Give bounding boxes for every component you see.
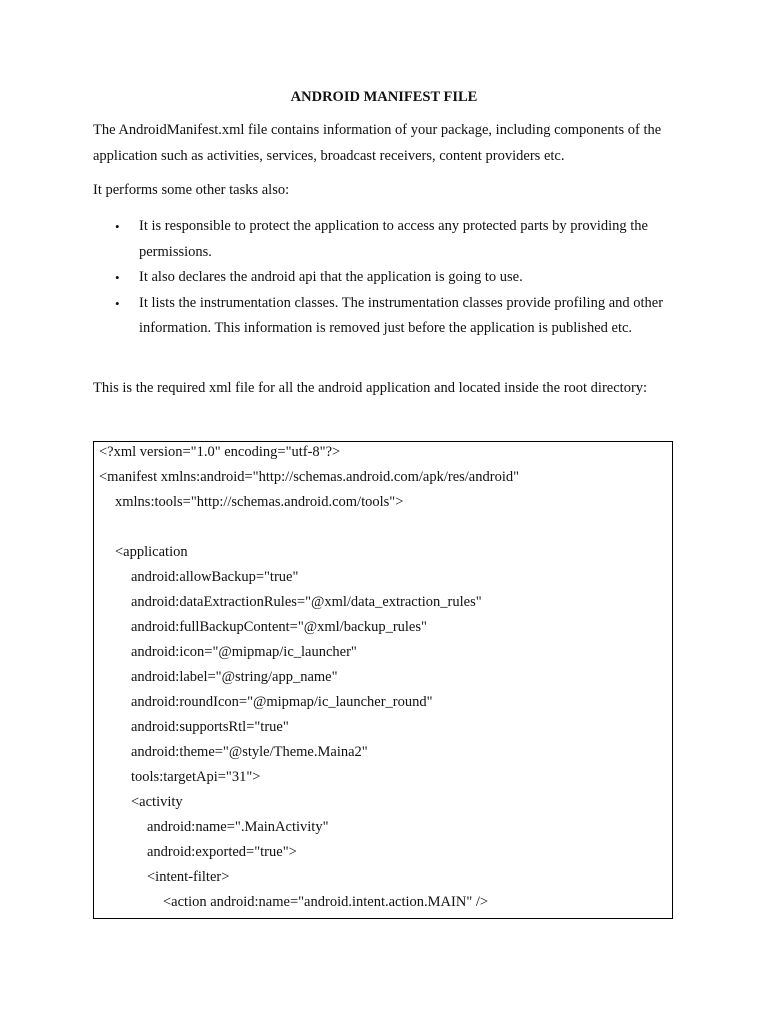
code-line: <manifest xmlns:android="http://schemas.android.com/apk/res/android" [99, 469, 520, 485]
list-item [93, 291, 678, 342]
code-line: <?xml version="1.0" encoding="utf-8"?> [99, 444, 341, 460]
code-line: <action android:name="android.intent.action.MAIN" /> [163, 894, 489, 910]
list-item-text: It is responsible to protect the application to access any protected parts by providing the permissions. [139, 218, 648, 260]
code-line: android:theme="@style/Theme.Maina2" [131, 744, 368, 760]
list-item-text: It also declares the android api that the application is going to use. [139, 269, 523, 285]
code-line: <activity [131, 794, 183, 810]
tasks-heading: It performs some other tasks also: [93, 182, 290, 198]
code-line: android:dataExtractionRules="@xml/data_extraction_rules" [131, 594, 482, 610]
code-line: xmlns:tools="http://schemas.android.com/tools"> [115, 494, 404, 510]
code-block [93, 441, 673, 919]
tasks-list [93, 214, 678, 342]
code-line: <intent-filter> [147, 869, 230, 885]
document-title: ANDROID MANIFEST FILE [290, 89, 478, 105]
code-line: android:fullBackupContent="@xml/backup_rules" [131, 619, 427, 635]
bullet-icon: • [115, 295, 120, 311]
code-line: android:roundIcon="@mipmap/ic_launcher_round" [131, 694, 433, 710]
code-line: android:icon="@mipmap/ic_launcher" [131, 644, 357, 660]
code-line: android:exported="true"> [147, 844, 297, 860]
code-line: android:allowBackup="true" [131, 569, 299, 585]
list-item [93, 265, 678, 291]
code-line: android:supportsRtl="true" [131, 719, 289, 735]
bullet-icon: • [115, 270, 120, 285]
required-note-paragraph: This is the required xml file for all the android application and located inside the root directory: [93, 380, 648, 396]
list-item-text: It lists the instrumentation classes. The instrumentation classes provide profiling and other information. This information is removed just before the application is published etc. [139, 294, 664, 336]
bullet-icon: • [115, 219, 120, 234]
code-line: android:name=".MainActivity" [147, 819, 329, 835]
intro-paragraph: The AndroidManifest.xml file contains information of your package, including components of the application such as activities, services, broadcast receivers, content providers etc. [93, 122, 662, 164]
code-line: <application [115, 544, 188, 560]
list-item [93, 214, 678, 265]
code-line: tools:targetApi="31"> [131, 769, 261, 785]
code-line: android:label="@string/app_name" [131, 669, 338, 685]
